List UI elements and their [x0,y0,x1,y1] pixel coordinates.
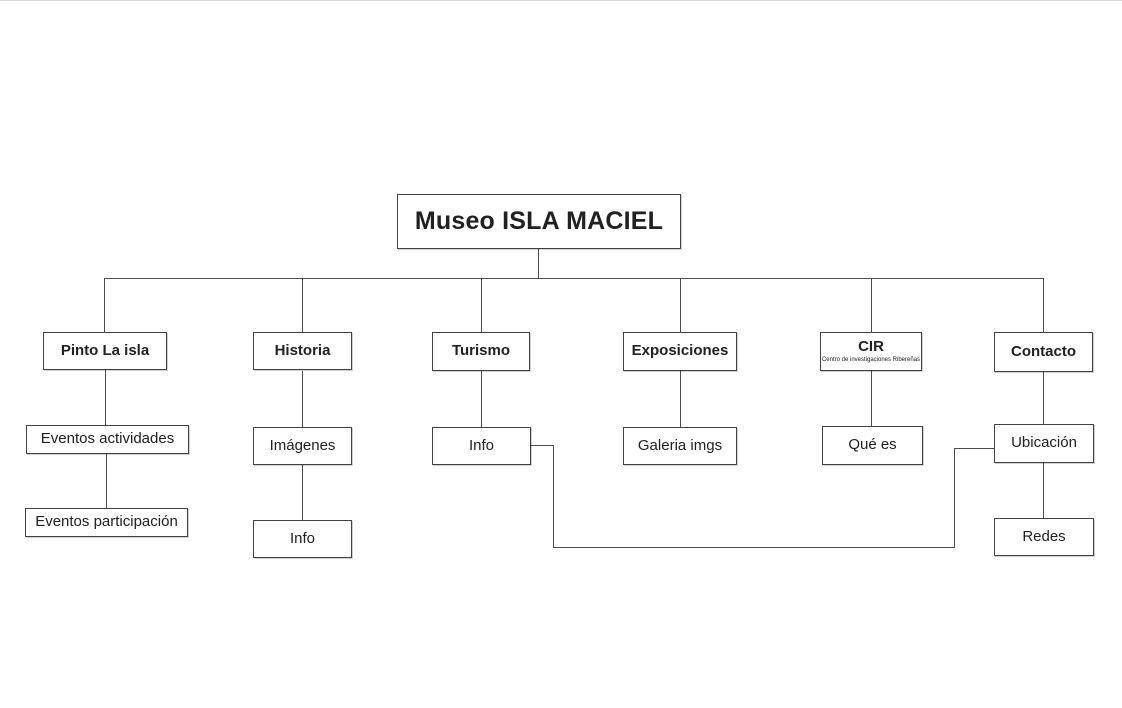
connector-drop-exposiciones [680,278,681,332]
node-historia-info-label: Info [289,529,316,547]
connector-imagenes-info [302,465,303,520]
connector-drop-contacto [1043,278,1044,332]
connector-info-ubicacion-seg1 [530,445,554,446]
node-imagenes[interactable] [253,427,352,465]
node-historia-label: Historia [274,341,331,359]
node-exposiciones-label: Exposiciones [631,342,729,360]
connector-cir-que-es [871,371,872,426]
connector-pinto-eventos-actividades [105,370,106,425]
node-eventos-participacion-label: Eventos participación [35,513,178,531]
connector-main-horizontal [104,278,1044,279]
connector-root-stem [538,249,539,278]
node-museo-isla-maciel-label: Museo ISLA MACIEL [414,206,664,235]
node-redes[interactable] [994,518,1094,556]
node-turismo-info[interactable] [432,427,531,465]
node-que-es-label: Qué es [848,436,897,454]
node-imagenes-label: Imágenes [269,436,336,454]
node-eventos-participacion[interactable] [25,508,188,537]
node-turismo-label: Turismo [451,342,511,360]
node-museo-isla-maciel[interactable] [397,194,681,249]
node-historia[interactable] [253,332,352,370]
connector-contacto-ubicacion [1043,372,1044,424]
connector-drop-cir [871,278,872,332]
connector-drop-pinto [104,278,105,332]
node-cir-sublabel: Centro de investigaciones Ribereñas [821,356,921,363]
connector-info-ubicacion-seg5 [954,448,994,449]
node-cir[interactable] [820,332,922,371]
node-contacto-label: Contacto [1011,342,1076,360]
node-ubicacion-label: Ubicación [1011,434,1077,452]
node-historia-info[interactable] [253,520,352,558]
connector-drop-turismo [481,278,482,332]
node-galeria-imgs-label: Galeria imgs [637,436,723,454]
connector-drop-historia [302,278,303,332]
node-turismo-info-label: Info [468,436,495,454]
node-que-es[interactable] [822,426,923,465]
node-contacto[interactable] [994,332,1093,372]
node-cir-label: CIR [858,338,884,356]
node-eventos-actividades-label: Eventos actividades [40,430,175,448]
connector-eventos-actividades-participacion [106,454,107,508]
connector-info-ubicacion-seg3 [553,547,955,548]
connector-info-ubicacion-seg2 [553,445,554,548]
node-exposiciones[interactable] [623,332,737,371]
node-eventos-actividades[interactable] [26,425,189,454]
connector-turismo-info [481,371,482,427]
connector-exposiciones-galeria [680,371,681,427]
node-ubicacion[interactable] [994,424,1094,463]
connector-info-ubicacion-seg4 [954,448,955,548]
node-pinto-la-isla-label: Pinto La isla [60,341,150,359]
node-pinto-la-isla[interactable] [43,332,167,370]
connector-ubicacion-redes [1043,463,1044,518]
node-galeria-imgs[interactable] [623,427,737,465]
node-redes-label: Redes [1022,527,1066,545]
node-turismo[interactable] [432,332,530,371]
connector-historia-imagenes [302,371,303,427]
